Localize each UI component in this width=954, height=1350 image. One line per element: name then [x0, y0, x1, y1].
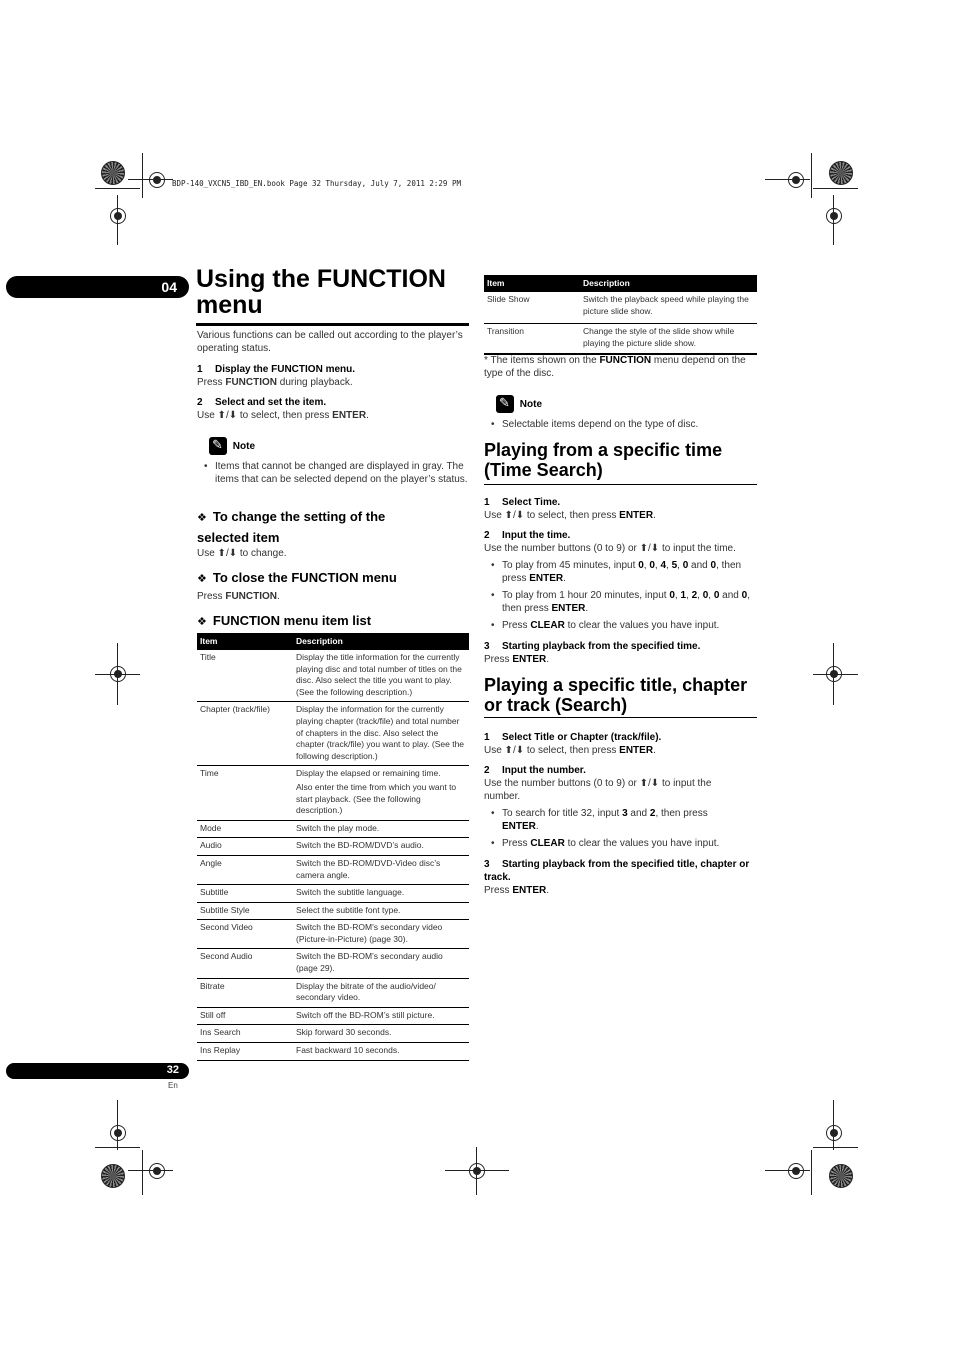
- crosshair-icon: [819, 201, 849, 231]
- page-number-tab: [6, 1063, 189, 1079]
- crosshair-icon: [819, 1118, 849, 1148]
- search-bullet-2: • Press CLEAR to clear the values you have input.: [502, 837, 756, 850]
- table-row: Second Video Switch the BD-ROM’s secondary video (Picture-in-Picture) (page 30).: [197, 920, 469, 949]
- note-pencil-icon: [496, 395, 514, 413]
- note-pencil-icon: [209, 437, 227, 455]
- search-bullet-1: • To search for title 32, input 3 and 2, then press ENTER.: [502, 807, 746, 833]
- page-language: En: [168, 1081, 178, 1090]
- time-bullet-1: • To play from 45 minutes, input 0, 0, 4, 5, 0 and 0, then press ENTER.: [502, 559, 756, 585]
- time-step-1-title: 1 Select Time.: [484, 497, 561, 508]
- close-menu-body: Press FUNCTION.: [197, 591, 280, 602]
- crosshair-icon: [781, 165, 811, 195]
- intro-text: Various functions can be called out according to the player’s operating status.: [197, 330, 463, 354]
- table-row: Mode Switch the play mode.: [197, 820, 469, 838]
- table-row: Bitrate Display the bitrate of the audio/video/ secondary video.: [197, 978, 469, 1007]
- table-row: Second Audio Switch the BD-ROM’s secondary audio (page 29).: [197, 949, 469, 978]
- chapter-tab: [6, 276, 189, 298]
- time-step-2-title: 2 Input the time.: [484, 530, 571, 541]
- step-1-body: Press FUNCTION during playback.: [197, 377, 353, 388]
- function-item-table: [197, 633, 469, 1061]
- table-row: Ins Replay Fast backward 10 seconds.: [197, 1043, 469, 1061]
- section-rule: [484, 717, 757, 718]
- table-row: Subtitle Switch the subtitle language.: [197, 885, 469, 903]
- step-2-title: 2 Select and set the item.: [197, 397, 327, 408]
- header-item: Item: [197, 633, 293, 650]
- table-header-row: [484, 275, 757, 292]
- table-footnote: * The items shown on the FUNCTION menu depend on the type of the disc.: [484, 355, 746, 379]
- note-heading: ✎ Note: [209, 437, 255, 455]
- table-header-row: [197, 633, 469, 650]
- search-step-1-title: 1 Select Title or Chapter (track/file).: [484, 732, 662, 743]
- time-bullet-3: • Press CLEAR to clear the values you have input.: [502, 619, 756, 632]
- header-description: Description: [580, 275, 757, 292]
- table-row: Title Display the title information for the currently playing disc and total number of titles on the disc. Also select the title you want to play. (See the following description.): [197, 650, 469, 702]
- search-step-2-body: Use the number buttons (0 to 9) or ⬆/⬇ to input the number.: [484, 778, 712, 802]
- section-title-search: Playing a specific title, chapter or track (Search): [484, 675, 748, 715]
- table-row: Time Display the elapsed or remaining time. Also enter the time from which you want to start playback. (See the following description.): [197, 766, 469, 820]
- search-step-3-title: 3 Starting playback from the specified title, chapter or track.: [484, 859, 750, 883]
- table-row: Still off Switch off the BD-ROM’s still picture.: [197, 1007, 469, 1025]
- title-rule: [196, 323, 469, 326]
- note-heading: ✎ Note: [496, 395, 542, 413]
- subheading-close-menu: ❖ To close the FUNCTION menu: [197, 570, 397, 585]
- step-1-title: 1 Display the FUNCTION menu.: [197, 364, 356, 375]
- note-bullet: • Selectable items depend on the type of disc.: [502, 418, 756, 431]
- search-step-3-body: Press ENTER.: [484, 885, 550, 896]
- header-description: Description: [293, 633, 469, 650]
- time-step-3-body: Press ENTER.: [484, 654, 550, 665]
- table-row: Chapter (track/file) Display the information for the currently playing chapter (track/file) and total number of chapters in the disc. Also select the chapter (track/file) you want to play. (See the following description.): [197, 702, 469, 766]
- page-title: Using the FUNCTION menu: [196, 265, 446, 319]
- note-bullet: • Items that cannot be changed are displayed in gray. The items that can be selected depend on the player’s status.: [215, 460, 469, 486]
- table-row: Angle Switch the BD-ROM/DVD-Video disc’s camera angle.: [197, 855, 469, 884]
- table-row: Audio Switch the BD-ROM/DVD’s audio.: [197, 838, 469, 856]
- step-2-body: Use ⬆/⬇ to select, then press ENTER.: [197, 410, 369, 421]
- registration-disc-icon: [101, 1164, 125, 1188]
- time-bullet-2: • To play from 1 hour 20 minutes, input 0, 1, 2, 0, 0 and 0, then press ENTER.: [502, 589, 756, 615]
- registration-disc-icon: [101, 161, 125, 185]
- section-title-time-search: Playing from a specific time (Time Search): [484, 440, 723, 480]
- change-setting-body: Use ⬆/⬇ to change.: [197, 548, 287, 559]
- table-row: Transition Change the style of the slide show while playing the picture slide show.: [484, 324, 757, 355]
- table-row: Ins Search Skip forward 30 seconds.: [197, 1025, 469, 1043]
- section-rule: [484, 484, 757, 485]
- function-item-table-continued: [484, 275, 757, 355]
- crosshair-icon: [142, 165, 172, 195]
- table-row: Slide Show Switch the playback speed while playing the picture slide show.: [484, 292, 757, 324]
- search-step-2-title: 2 Input the number.: [484, 765, 586, 776]
- subheading-change-setting: ❖ To change the setting of the selected item: [197, 509, 386, 545]
- crosshair-icon: [103, 201, 133, 231]
- crosshair-icon: [103, 1118, 133, 1148]
- page-number: 32: [166, 1064, 179, 1076]
- time-step-1-body: Use ⬆/⬇ to select, then press ENTER.: [484, 510, 656, 521]
- crosshair-icon: [781, 1156, 811, 1186]
- table-row: Subtitle Style Select the subtitle font type.: [197, 902, 469, 920]
- time-step-3-title: 3 Starting playback from the specified time.: [484, 641, 701, 652]
- registration-disc-icon: [829, 161, 853, 185]
- chapter-number: 04: [161, 279, 177, 295]
- registration-disc-icon: [829, 1164, 853, 1188]
- time-step-2-body: Use the number buttons (0 to 9) or ⬆/⬇ to input the time.: [484, 543, 736, 554]
- header-item: Item: [484, 275, 580, 292]
- crosshair-icon: [462, 1156, 492, 1186]
- print-header-line: BDP-140_VXCN5_IBD_EN.book Page 32 Thursday, July 7, 2011 2:29 PM: [172, 179, 461, 188]
- crosshair-icon: [142, 1156, 172, 1186]
- search-step-1-body: Use ⬆/⬇ to select, then press ENTER.: [484, 745, 656, 756]
- subheading-item-list: ❖ FUNCTION menu item list: [197, 613, 372, 628]
